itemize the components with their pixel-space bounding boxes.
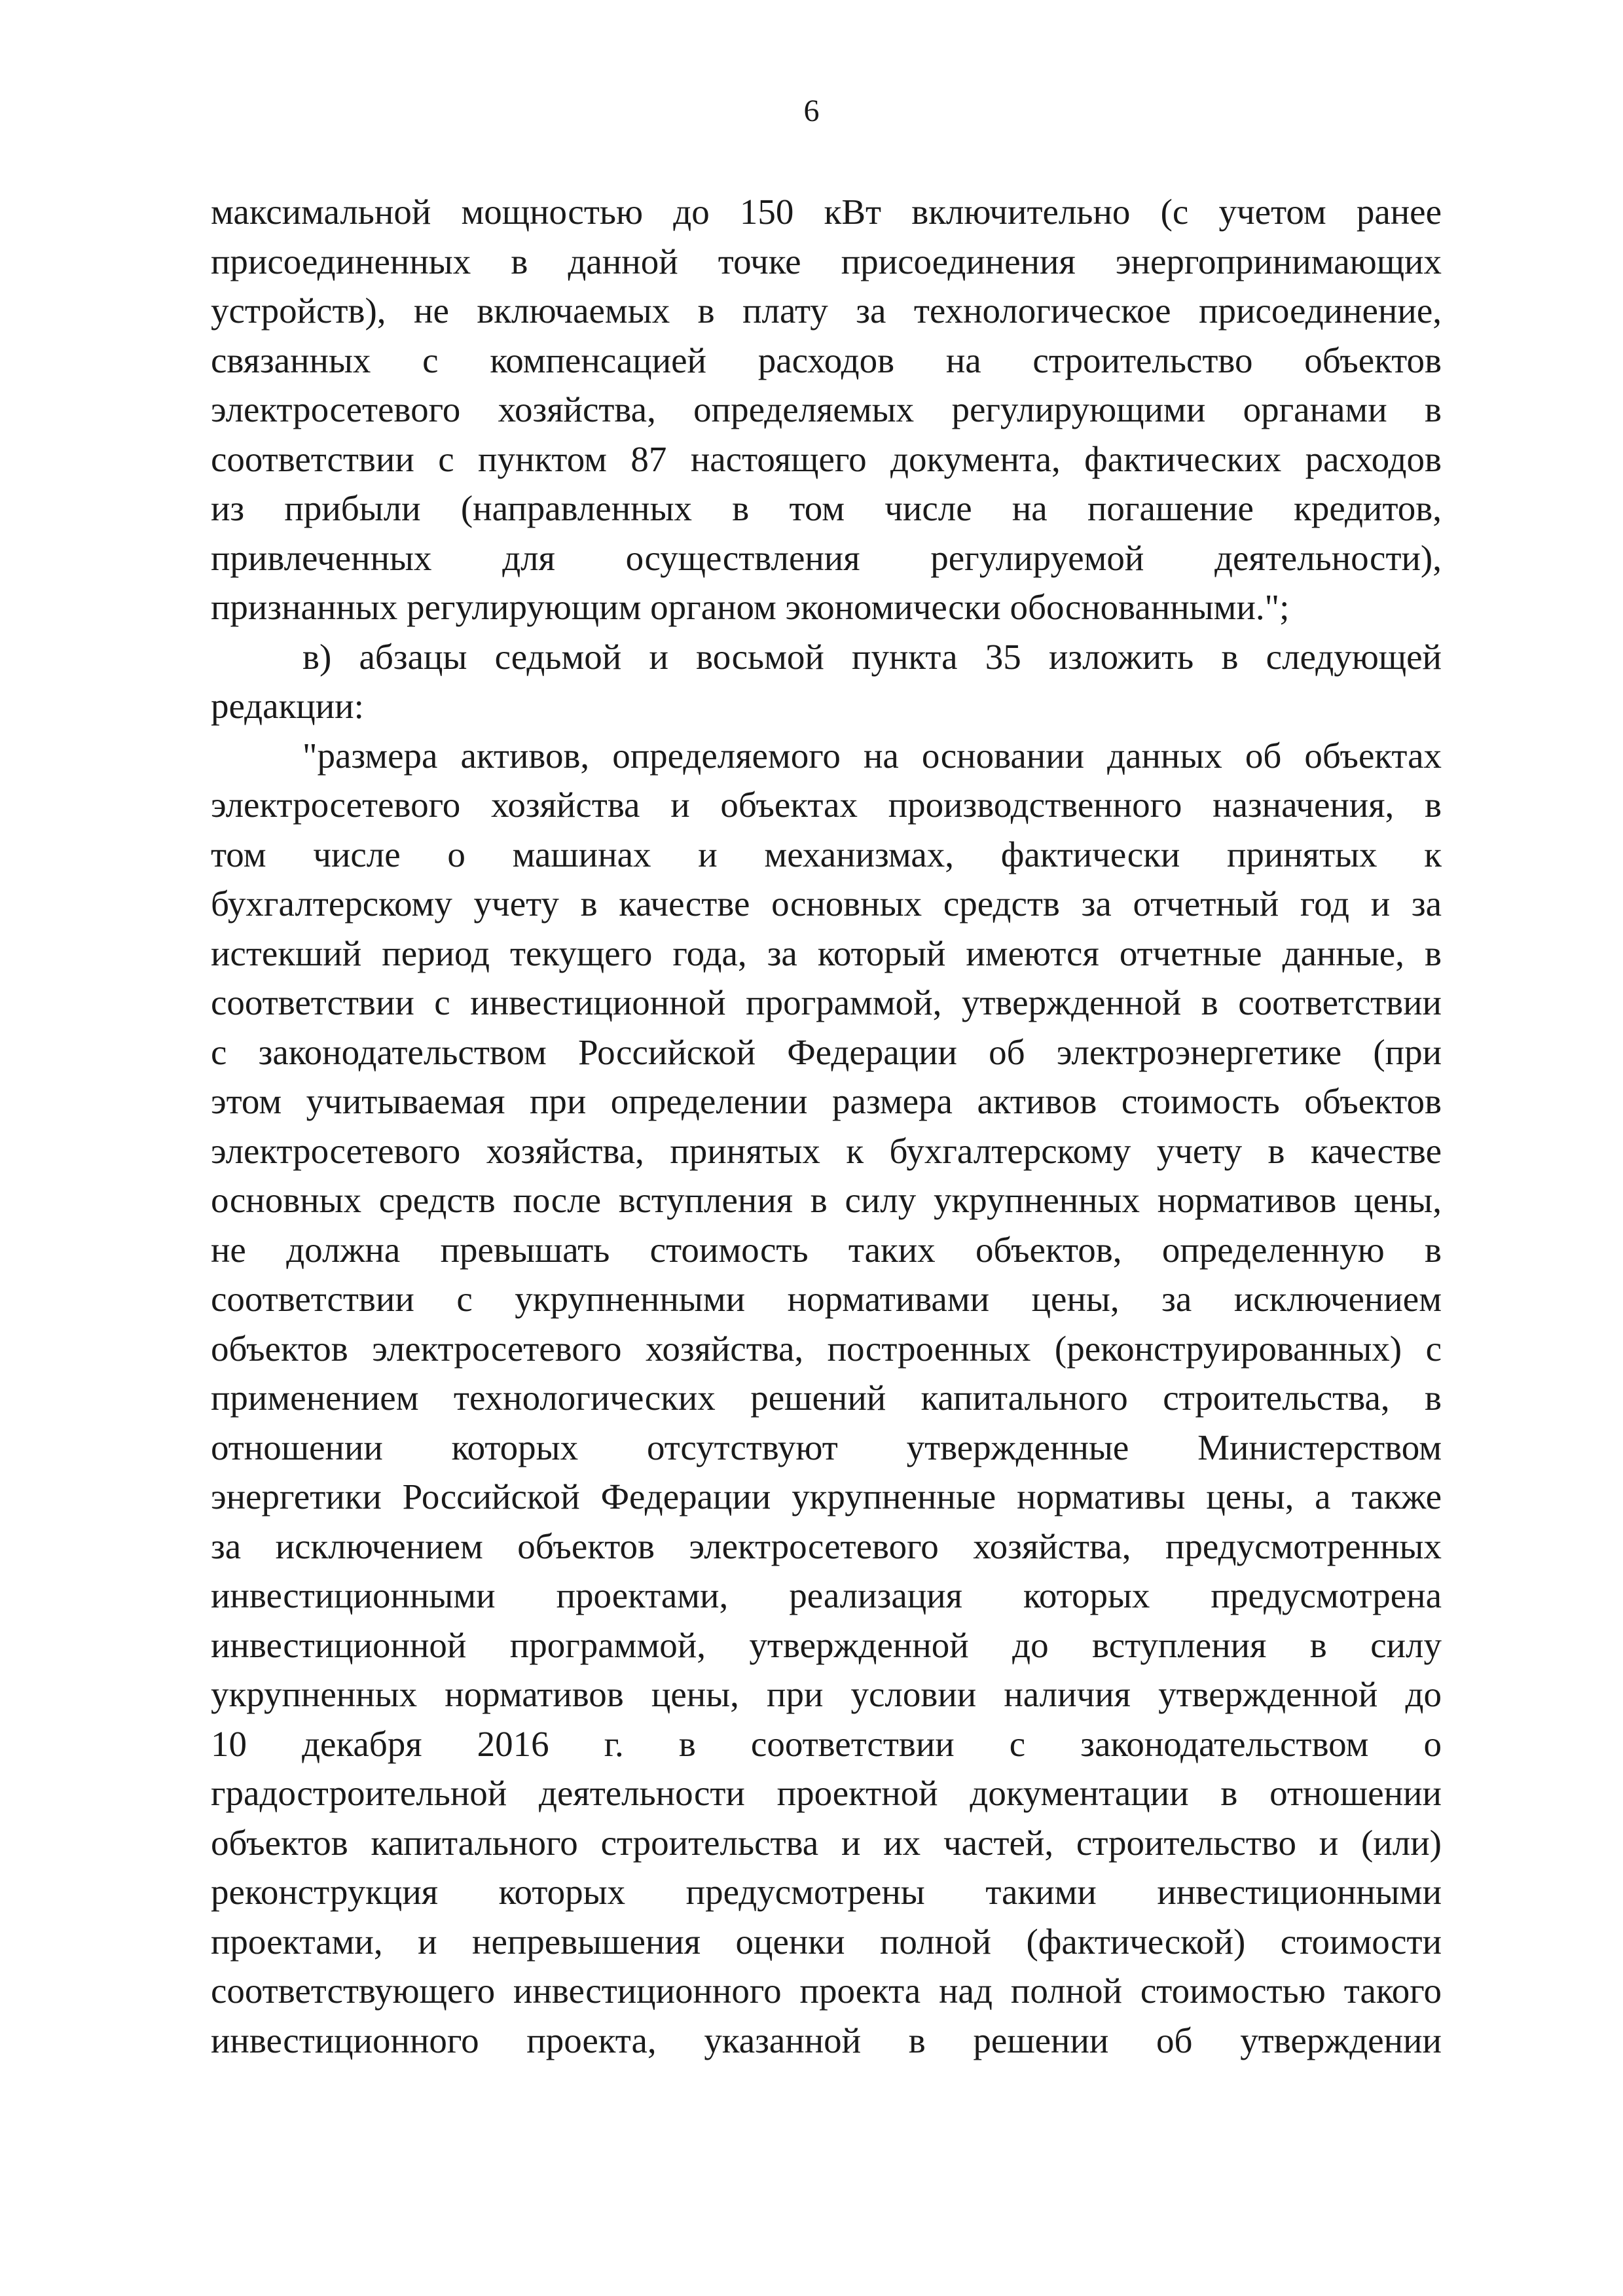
text-line: истекший период текущего года, за который имеются отчетные данные, в [211,933,1442,973]
text-line: этом учитываемая при определении размера активов стоимость объектов [211,1081,1442,1121]
text-line: соответствии с пунктом 87 настоящего документа, фактических расходов [211,439,1442,479]
text-line: применением технологических решений капитального строительства, в [211,1378,1442,1418]
text-line: признанных регулирующим органом экономически обоснованными."; [211,587,1290,627]
text-line: устройств), не включаемых в плату за технологическое присоединение, [211,291,1442,331]
text-line: соответствии с инвестиционной программой, утвержденной в соответствии [211,982,1442,1022]
text-line: проектами, и непревышения оценки полной (фактической) стоимости [211,1921,1442,1962]
text-line: редакции: [211,686,364,726]
text-line: основных средств после вступления в силу укрупненных нормативов цены, [211,1180,1442,1220]
text-line: электросетевого хозяйства и объектах производственного назначения, в [211,785,1442,825]
page-number: 6 [803,94,820,128]
text-line: градостроительной деятельности проектной документации в отношении [211,1773,1442,1813]
text-line: объектов электросетевого хозяйства, построенных (реконструированных) с [211,1328,1442,1369]
text-line: энергетики Российской Федерации укрупненные нормативы цены, а также [211,1477,1442,1516]
text-line: в) абзацы седьмой и восьмой пункта 35 изложить в следующей [302,636,1442,677]
text-line: отношении которых отсутствуют утвержденные Министерством [211,1427,1442,1467]
text-line: объектов капитального строительства и их частей, строительство и (или) [211,1822,1442,1863]
text-line: электросетевого хозяйства, принятых к бухгалтерскому учету в качестве [211,1130,1442,1171]
text-line: электросетевого хозяйства, определяемых регулирующими органами в [211,389,1442,429]
body-text [211,187,1442,2065]
text-line: с законодательством Российской Федерации об электроэнергетике (при [211,1031,1442,1072]
text-line: инвестиционными проектами, реализация которых предусмотрена [211,1575,1442,1615]
text-line: за исключением объектов электросетевого хозяйства, предусмотренных [211,1526,1442,1566]
text-line: соответствии с укрупненными нормативами цены, за исключением [211,1279,1442,1319]
text-line: связанных с компенсацией расходов на строительство объектов [211,340,1442,380]
text-line: инвестиционного проекта, указанной в решении об утверждении [211,2020,1442,2060]
text-line: соответствующего инвестиционного проекта над полной стоимостью такого [211,1971,1442,2011]
text-line: 10 декабря 2016 г. в соответствии с законодательством о [211,1723,1442,1764]
text-line: бухгалтерскому учету в качестве основных средств за отчетный год и за [211,884,1442,924]
text-line: не должна превышать стоимость таких объектов, определенную в [211,1229,1442,1270]
text-line: присоединенных в данной точке присоединения энергопринимающих [211,241,1442,281]
text-line: привлеченных для осуществления регулируемой деятельности), [211,537,1442,578]
text-line: из прибыли (направленных в том числе на погашение кредитов, [211,488,1442,528]
text-line: укрупненных нормативов цены, при условии наличия утвержденной до [211,1674,1442,1714]
text-line: "размера активов, определяемого на основании данных об объектах [302,735,1442,776]
text-line: том числе о машинах и механизмах, фактически принятых к [211,834,1442,874]
text-line: инвестиционной программой, утвержденной до вступления в силу [211,1624,1442,1665]
text-line: реконструкция которых предусмотрены такими инвестиционными [211,1872,1442,1912]
text-line: максимальной мощностью до 150 кВт включительно (с учетом ранее [211,192,1442,232]
